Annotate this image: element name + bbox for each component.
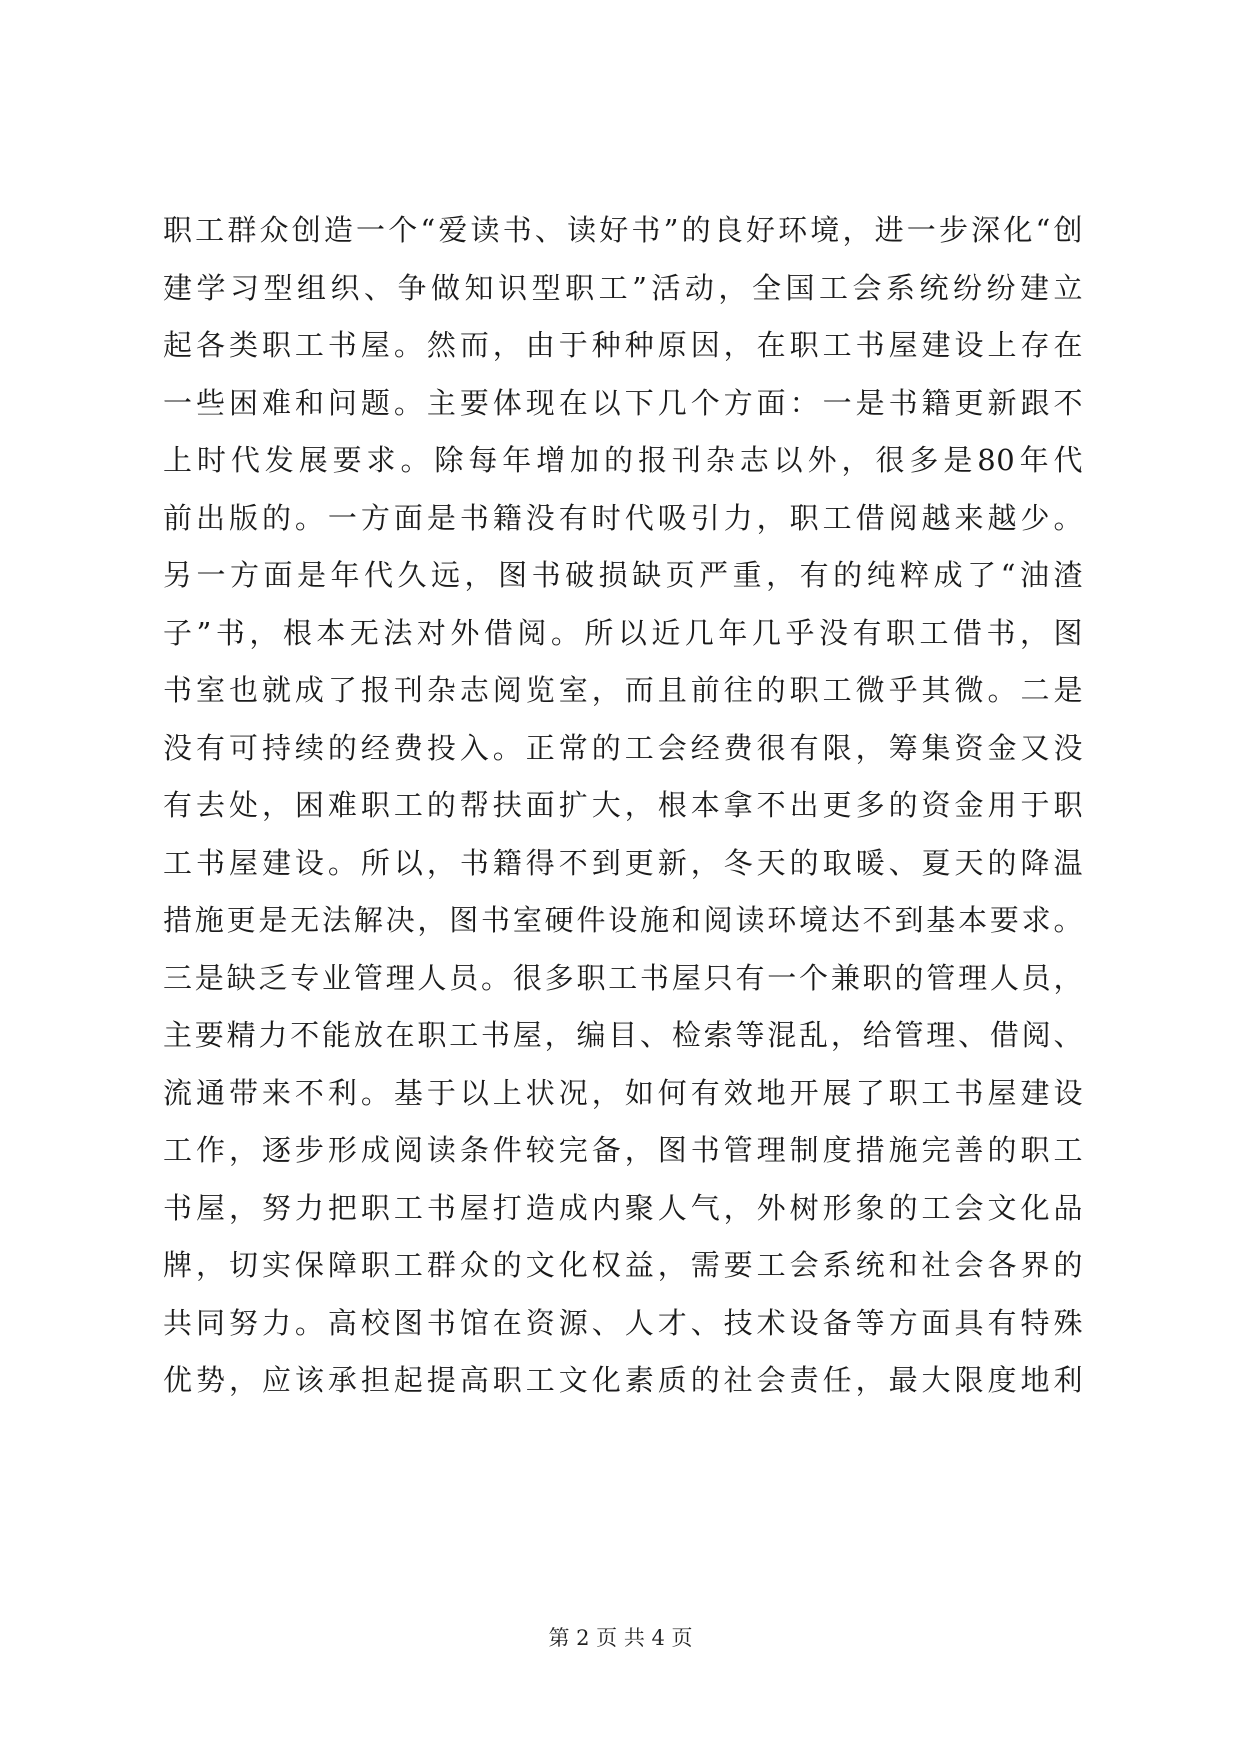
text-line-20: 共同努力。高校图书馆在资源、人才、技术设备等方面具有特殊 — [163, 1305, 1083, 1340]
text-line-8: 子”书，根本无法对外借阅。所以近几年几乎没有职工借书，图 — [163, 615, 1083, 650]
text-line-2: 建学习型组织、争做知识型职工”活动，全国工会系统纷纷建立 — [163, 270, 1083, 305]
text-line-16: 流通带来不利。基于以上状况，如何有效地开展了职工书屋建设 — [163, 1075, 1083, 1110]
text-line-19: 牌，切实保障职工群众的文化权益，需要工会系统和社会各界的 — [163, 1248, 1083, 1282]
text-line-12: 工书屋建设。所以，书籍得不到更新，冬天的取暖、夏天的降温 — [163, 845, 1083, 880]
text-line-4: 一些困难和问题。主要体现在以下几个方面：一是书籍更新跟不 — [163, 385, 1083, 420]
text-line-21: 优势，应该承担起提高职工文化素质的社会责任，最大限度地利 — [163, 1363, 1083, 1397]
text-line-10: 没有可持续的经费投入。正常的工会经费很有限，筹集资金又没 — [163, 730, 1083, 765]
text-line-6: 前出版的。一方面是书籍没有时代吸引力，职工借阅越来越少。 — [163, 500, 1083, 535]
text-line-7: 另一方面是年代久远，图书破损缺页严重，有的纯粹成了“油渣 — [163, 558, 1083, 592]
text-line-5: 上时代发展要求。除每年增加的报刊杂志以外，很多是80年代 — [163, 443, 1083, 477]
text-line-1: 职工群众创造一个“爱读书、读好书”的良好环境，进一步深化“创 — [163, 213, 1083, 247]
text-line-18: 书屋，努力把职工书屋打造成内聚人气，外树形象的工会文化品 — [163, 1190, 1083, 1225]
page-number-indicator: 第 2 页 共 4 页 — [548, 1626, 693, 1650]
page-footer — [0, 1624, 1241, 1652]
text-line-15: 主要精力不能放在职工书屋，编目、检索等混乱，给管理、借阅、 — [163, 1018, 1083, 1052]
text-line-14: 三是缺乏专业管理人员。很多职工书屋只有一个兼职的管理人员， — [163, 960, 1083, 995]
text-line-3: 起各类职工书屋。然而，由于种种原因，在职工书屋建设上存在 — [163, 328, 1083, 362]
body-text — [163, 202, 1083, 1410]
text-line-13: 措施更是无法解决，图书室硬件设施和阅读环境达不到基本要求。 — [163, 903, 1083, 937]
text-line-11: 有去处，困难职工的帮扶面扩大，根本拿不出更多的资金用于职 — [163, 788, 1083, 822]
text-line-17: 工作，逐步形成阅读条件较完备，图书管理制度措施完善的职工 — [163, 1133, 1083, 1167]
text-line-9: 书室也就成了报刊杂志阅览室，而且前往的职工微乎其微。二是 — [163, 673, 1083, 707]
